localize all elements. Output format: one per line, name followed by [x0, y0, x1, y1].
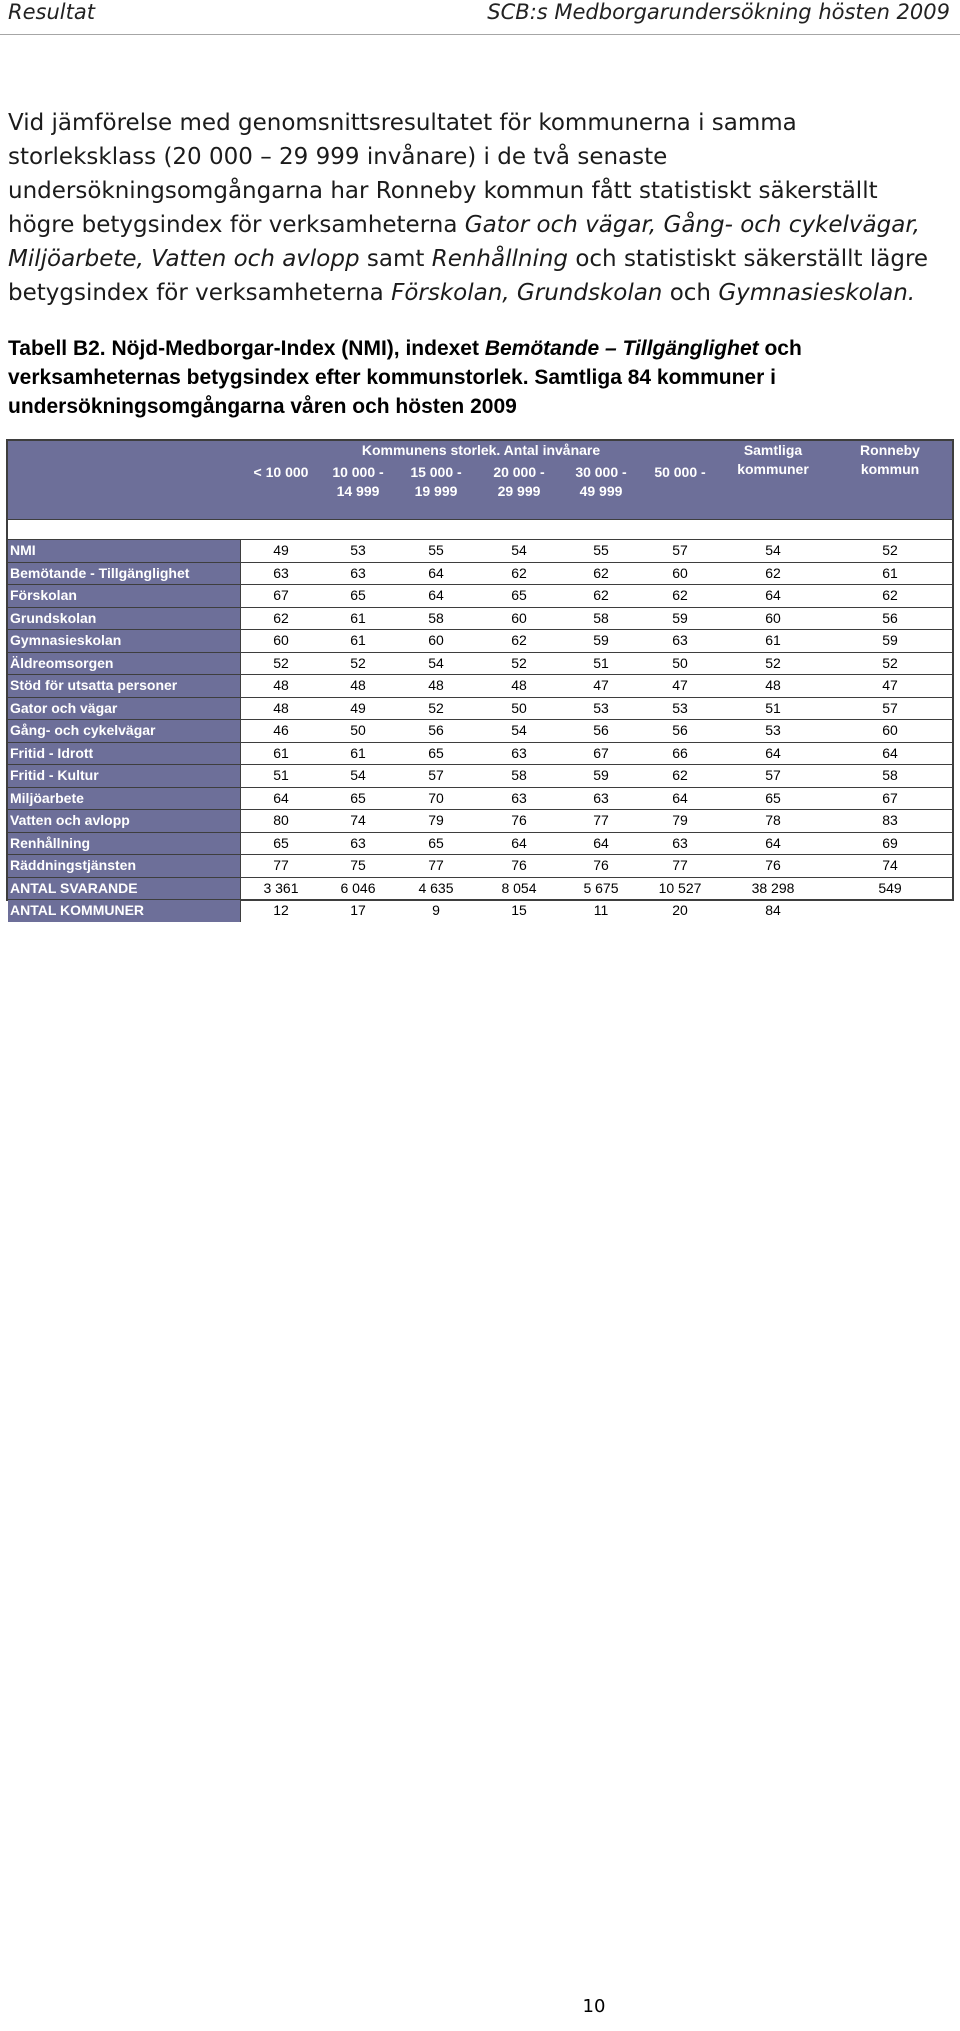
table-row: [8, 742, 952, 765]
table-row: [8, 719, 952, 742]
table-cell: 60: [765, 609, 781, 626]
intro-text-4: och: [662, 280, 719, 306]
col-header-line: Ronneby: [860, 442, 920, 458]
col-header-line: 30 000 -: [575, 464, 627, 480]
table-cell: 64: [428, 587, 444, 603]
row-label: Förskolan: [8, 585, 241, 607]
row-label: ANTAL KOMMUNER: [8, 900, 241, 922]
row-label: Renhållning: [8, 833, 241, 855]
header-spacer: [8, 519, 952, 539]
table-cell: 54: [511, 542, 527, 558]
table-cell: 57: [765, 767, 781, 783]
intro-italic-4: Gymnasieskolan.: [718, 280, 916, 306]
row-label: Gång- och cykelvägar: [8, 720, 241, 742]
table-cell: 67: [882, 789, 898, 806]
table-cell: 50: [511, 699, 527, 716]
table-cell: 74: [350, 812, 366, 828]
intro-italic-1: Gator och vägar, Gång- och cykelvägar, Miljöarbete, Vatten och avlopp: [8, 212, 920, 272]
table-cell: 59: [593, 767, 609, 783]
col-header-size-2: [322, 463, 394, 501]
page-header: [0, 0, 960, 35]
col-header-size-6: [640, 463, 720, 482]
table-cell: 61: [350, 632, 366, 648]
row-label: Gymnasieskolan: [8, 630, 241, 652]
table-cell: 59: [882, 632, 898, 648]
table-cell: 51: [765, 699, 781, 716]
table-row: [8, 877, 952, 900]
table-cell: 8 054: [501, 879, 537, 896]
table-cell: 63: [350, 564, 366, 581]
table-header: [8, 441, 952, 519]
table-cell: 60: [882, 722, 898, 738]
table-cell: 56: [428, 722, 444, 738]
table-cell: 58: [882, 767, 898, 783]
header-report-title: SCB:s Medborgarundersökning hösten 2009: [487, 0, 950, 24]
intro-paragraph: [8, 106, 948, 310]
table-cell: 9: [432, 902, 440, 918]
table-cell: 50: [350, 722, 366, 738]
table-cell: 52: [428, 699, 444, 716]
table-cell: 62: [273, 609, 289, 626]
intro-text-3: och statistiskt säkerställt lägre betygsindex för verksamheterna: [8, 246, 929, 306]
row-label: Vatten och avlopp: [8, 810, 241, 832]
table-cell: 20: [672, 902, 688, 918]
table-cell: 78: [765, 812, 781, 828]
nmi-table: [6, 439, 954, 918]
table-cell: 65: [350, 789, 366, 806]
table-cell: 10 527: [658, 879, 702, 896]
table-cell: 48: [428, 677, 444, 693]
table-cell: 76: [511, 812, 527, 828]
table-cell: 79: [428, 812, 444, 828]
table-row: [8, 764, 952, 787]
table-cell: 64: [672, 789, 688, 806]
intro-italic-3: Förskolan, Grundskolan: [391, 280, 663, 306]
table-cell: 47: [882, 677, 898, 693]
table-row: [8, 899, 952, 922]
table-row: [8, 562, 952, 585]
table-cell: 57: [428, 767, 444, 783]
table-cell: 57: [672, 542, 688, 558]
col-header-line: 14 999: [336, 483, 380, 499]
table-cell: 63: [273, 564, 289, 581]
table-cell: 64: [273, 789, 289, 806]
table-cell: 53: [593, 699, 609, 716]
table-cell: 50: [672, 654, 688, 671]
table-cell: 59: [593, 632, 609, 648]
table-cell: 70: [428, 789, 444, 806]
table-cell: 46: [273, 722, 289, 738]
table-row: [8, 629, 952, 652]
table-cell: 65: [765, 789, 781, 806]
page-number: 10: [582, 1996, 606, 2017]
table-cell: 61: [765, 632, 781, 648]
table-cell: 52: [882, 542, 898, 558]
table-cell: 48: [765, 677, 781, 693]
table-cell: 65: [428, 834, 444, 851]
col-header-line: kommuner: [737, 461, 809, 477]
col-header-line: Samtliga: [743, 442, 803, 458]
table-cell: 48: [273, 699, 289, 716]
table-row: [8, 584, 952, 607]
table-cell: 5 675: [583, 879, 619, 896]
table-cell: 64: [765, 587, 781, 603]
table-cell: 64: [882, 744, 898, 761]
col-header-line: 19 999: [414, 483, 458, 499]
table-cell: 77: [672, 857, 688, 873]
table-row: [8, 607, 952, 630]
table-cell: 48: [273, 677, 289, 693]
table-cell: 48: [511, 677, 527, 693]
table-cell: 75: [350, 857, 366, 873]
table-cell: 62: [593, 564, 609, 581]
table-cell: 6 046: [340, 879, 376, 896]
table-cell: 61: [273, 744, 289, 761]
col-header-line: 10 000 -: [332, 464, 384, 480]
table-cell: 17: [350, 902, 366, 918]
table-cell: 56: [593, 722, 609, 738]
table-row: [8, 854, 952, 877]
table-cell: 84: [765, 902, 781, 918]
table-cell: 62: [672, 767, 688, 783]
table-cell: 63: [672, 632, 688, 648]
table-cell: 3 361: [263, 879, 299, 896]
table-cell: 48: [350, 677, 366, 693]
row-label: ANTAL SVARANDE: [8, 878, 241, 900]
col-header-size-1: [246, 463, 316, 482]
table-cell: 51: [593, 654, 609, 671]
table-cell: 57: [882, 699, 898, 716]
table-cell: 63: [672, 834, 688, 851]
table-cell: 62: [511, 564, 527, 581]
table-cell: 65: [350, 587, 366, 603]
caption-part-2: och verksamheternas betygsindex efter kommunstorlek. Samtliga 84 kommuner i undersökningsomgångarna våren och hösten 2009: [8, 337, 802, 418]
table-cell: 77: [273, 857, 289, 873]
caption-part-1: Tabell B2. Nöjd-Medborgar-Index (NMI), indexet: [8, 337, 485, 360]
table-cell: 65: [428, 744, 444, 761]
col-header-line: 50 000 -: [654, 464, 706, 480]
table-cell: 54: [511, 722, 527, 738]
table-cell: 52: [765, 654, 781, 671]
table-cell: 56: [672, 722, 688, 738]
col-header-size-5: [560, 463, 642, 501]
table-row: [8, 832, 952, 855]
table-cell: 52: [350, 654, 366, 671]
row-label: Fritid - Idrott: [8, 743, 241, 765]
col-header-ronneby: [830, 441, 950, 479]
table-cell: 76: [593, 857, 609, 873]
table-cell: 60: [672, 564, 688, 581]
intro-text-2: samt: [359, 246, 432, 272]
table-cell: 64: [593, 834, 609, 851]
col-header-samtliga: [720, 441, 826, 479]
table-cell: 59: [672, 609, 688, 626]
table-cell: 55: [428, 542, 444, 558]
table-cell: 62: [882, 587, 898, 603]
table-cell: 65: [511, 587, 527, 603]
table-cell: 60: [273, 632, 289, 648]
table-cell: 58: [428, 609, 444, 626]
table-cell: 549: [878, 879, 902, 896]
table-cell: 64: [511, 834, 527, 851]
table-cell: 12: [273, 902, 289, 918]
intro-italic-2: Renhållning: [431, 246, 569, 272]
table-cell: 58: [593, 609, 609, 626]
table-cell: 61: [350, 609, 366, 626]
col-header-line: 29 999: [497, 483, 541, 499]
row-label: Grundskolan: [8, 608, 241, 630]
table-body: [8, 539, 952, 922]
col-header-size-4: [478, 463, 560, 501]
table-cell: 77: [428, 857, 444, 873]
table-cell: 60: [428, 632, 444, 648]
table-caption: [8, 334, 948, 421]
intro-text-1: Vid jämförelse med genomsnittsresultatet för kommunerna i samma storleksklass (20 000 – 29 999 invånare) i de två senaste undersökningsomgångarna har Ronneby kommun fått statistiskt säkerställt högre betygsindex för verksamheterna: [8, 110, 878, 238]
table-cell: 76: [511, 857, 527, 873]
row-label: Gator och vägar: [8, 698, 241, 720]
table-cell: 51: [273, 767, 289, 783]
table-cell: 53: [765, 722, 781, 738]
table-cell: 61: [882, 564, 898, 581]
table-cell: 55: [593, 542, 609, 558]
table-cell: 49: [350, 699, 366, 716]
table-cell: 56: [882, 609, 898, 626]
table-row: [8, 697, 952, 720]
col-header-size-3: [396, 463, 476, 501]
table-cell: 63: [511, 744, 527, 761]
table-cell: 76: [765, 857, 781, 873]
table-cell: 47: [593, 677, 609, 693]
table-cell: 63: [350, 834, 366, 851]
table-cell: 62: [593, 587, 609, 603]
table-cell: 60: [511, 609, 527, 626]
table-cell: 53: [350, 542, 366, 558]
size-group-title: Kommunens storlek. Antal invånare: [361, 442, 601, 458]
table-cell: 61: [350, 744, 366, 761]
table-cell: 64: [428, 564, 444, 581]
table-cell: 38 298: [751, 879, 795, 896]
table-cell: 67: [273, 587, 289, 603]
table-row: [8, 539, 952, 562]
table-cell: 63: [511, 789, 527, 806]
table-cell: 58: [511, 767, 527, 783]
table-cell: 52: [511, 654, 527, 671]
table-cell: 54: [428, 654, 444, 671]
table-cell: 83: [882, 812, 898, 828]
table-cell: 47: [672, 677, 688, 693]
row-label: Bemötande - Tillgänglighet: [8, 563, 241, 585]
table-cell: 69: [882, 834, 898, 851]
table-cell: 74: [882, 857, 898, 873]
table-row: [8, 809, 952, 832]
table-row: [8, 787, 952, 810]
table-cell: 77: [593, 812, 609, 828]
table-cell: 15: [511, 902, 527, 918]
table-cell: 64: [765, 834, 781, 851]
row-label: Äldreomsorgen: [8, 653, 241, 675]
table-cell: 66: [672, 744, 688, 761]
row-label: NMI: [8, 540, 241, 562]
table-cell: 67: [593, 744, 609, 761]
table-cell: 62: [511, 632, 527, 648]
col-header-line: < 10 000: [253, 464, 309, 480]
row-label: Miljöarbete: [8, 788, 241, 810]
table-row: [8, 652, 952, 675]
col-header-line: 15 000 -: [410, 464, 462, 480]
row-label: Räddningstjänsten: [8, 855, 241, 877]
table-cell: 54: [350, 767, 366, 783]
caption-italic: Bemötande – Tillgänglighet: [484, 337, 759, 360]
table-cell: 63: [593, 789, 609, 806]
row-label: Fritid - Kultur: [8, 765, 241, 787]
table-cell: 62: [672, 587, 688, 603]
table-cell: 80: [273, 812, 289, 828]
table-cell: 65: [273, 834, 289, 851]
col-header-line: 20 000 -: [493, 464, 545, 480]
table-cell: 49: [273, 542, 289, 558]
table-cell: 79: [672, 812, 688, 828]
table-row: [8, 674, 952, 697]
col-header-line: 49 999: [579, 483, 623, 499]
row-label: Stöd för utsatta personer: [8, 675, 241, 697]
table-cell: 4 635: [418, 879, 454, 896]
table-cell: 11: [593, 902, 609, 918]
header-section-title: Resultat: [8, 0, 95, 24]
col-header-line: kommun: [860, 461, 920, 477]
table-cell: 53: [672, 699, 688, 716]
table-cell: 64: [765, 744, 781, 761]
table-cell: 54: [765, 542, 781, 558]
table-cell: 52: [882, 654, 898, 671]
table-cell: 62: [765, 564, 781, 581]
table-cell: 52: [273, 654, 289, 671]
table-cell: [830, 900, 950, 922]
